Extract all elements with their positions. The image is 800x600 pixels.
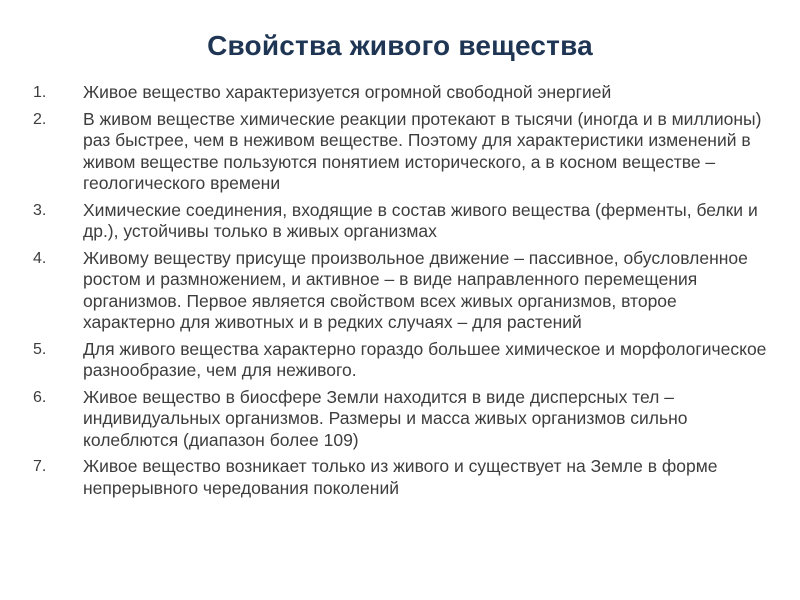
- list-item-number: 5.: [33, 340, 47, 358]
- list-item-number: 7.: [33, 458, 47, 475]
- list-item-text: Живое вещество в биосфере Земли находится в виде дисперсных тел – индивидуальных организмов. Размеры и масса живых организмов сильно колеблются (диапазон более 109): [83, 386, 688, 450]
- properties-list: [33, 82, 773, 504]
- list-item-number: 2.: [33, 110, 47, 128]
- list-item: [33, 456, 773, 499]
- list-item: [33, 339, 773, 382]
- slide-title: Свойства живого вещества: [207, 30, 593, 61]
- list-item: [33, 200, 773, 243]
- list-item: [33, 248, 773, 334]
- list-item-number: 3.: [33, 201, 47, 219]
- list-item-number: 6.: [33, 388, 47, 406]
- list-item-text: Живое вещество возникает только из живого и существует на Земле в форме непрерывного чередования поколений: [83, 456, 718, 498]
- list-item: [33, 387, 773, 452]
- list-item-number: 4.: [33, 249, 47, 267]
- list-item-text: Живое вещество характеризуется огромной свободной энергией: [83, 82, 612, 102]
- list-item: [33, 82, 773, 104]
- list-item-text: Живому веществу присуще произвольное движение – пассивное, обусловленное ростом и размножением, и активное – в виде направленного перемещения организмов. Первое является свойством всех живых организмов, второе характерно для животных и в редких случаях – для растений: [83, 247, 748, 332]
- list-item-text: Для живого вещества характерно гораздо большее химическое и морфологическое разнообразие, чем для неживого.: [83, 338, 767, 380]
- list-item-number: 1.: [33, 84, 47, 101]
- list-item-text: Химические соединения, входящие в состав живого вещества (ферменты, белки и др.), устойчивы только в живых организмах: [83, 199, 758, 241]
- list-item: [33, 109, 773, 195]
- list-item-text: В живом веществе химические реакции протекают в тысячи (иногда и в миллионы) раз быстрее, чем в неживом веществе. Поэтому для характеристики изменений в живом веществе пользуются понятием исторического, а в косном веществе – геологического времени: [83, 108, 762, 193]
